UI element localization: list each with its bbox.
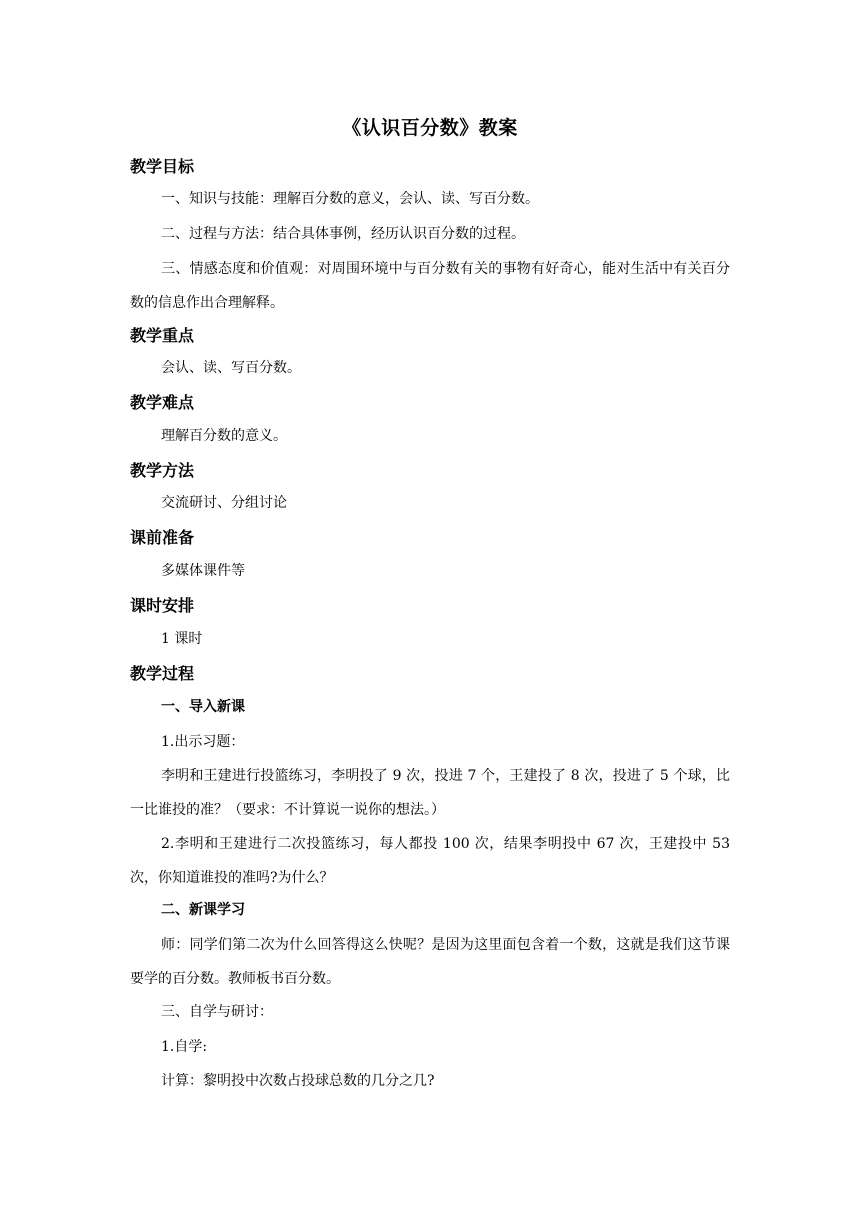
process-part-1-item-1-text: 李明和王建进行投篮练习，李明投了 9 次，投进 7 个，王建投了 8 次，投进了 5 个球，比一比谁投的准？（要求：不计算说一说你的想法。）	[130, 768, 730, 818]
process-part-3-heading: 三、自学与研讨：	[161, 1004, 273, 1020]
preparation-text: 多媒体课件等	[161, 563, 245, 579]
process-part-1-heading: 一、导入新课	[161, 699, 245, 715]
process-part-1-item-2: 2.李明和王建进行二次投篮练习，每人都投 100 次，结果李明投中 67 次，王建投中 53 次，你知道谁投的准吗?为什么？	[130, 836, 730, 886]
process-part-1-item-1: 1.出示习题：	[161, 734, 245, 750]
methods-text: 交流研讨、分组讨论	[161, 495, 287, 511]
schedule-text: 1 课时	[161, 631, 203, 647]
process-part-3-item-1: 1.自学:	[161, 1039, 208, 1055]
difficulties-text: 理解百分数的意义。	[161, 428, 287, 444]
process-part-2-text: 师：同学们第二次为什么回答得这么快呢？是因为这里面包含着一个数，这就是我们这节课要学的百分数。教师板书百分数。	[130, 937, 730, 987]
document-title: 《认识百分数》教案	[342, 117, 518, 139]
heading-objectives: 教学目标	[130, 157, 195, 176]
objective-item-3: 三、情感态度和价值观：对周围环境中与百分数有关的事物有好奇心，能对生活中有关百分数的信息作出合理解释。	[130, 261, 730, 311]
objective-item-2: 二、过程与方法：结合具体事例，经历认识百分数的过程。	[161, 226, 525, 242]
heading-key-points: 教学重点	[130, 326, 195, 345]
heading-preparation: 课前准备	[130, 528, 195, 547]
process-part-3-item-1-text: 计算：黎明投中次数占投球总数的几分之几?	[161, 1073, 435, 1089]
heading-process: 教学过程	[130, 664, 195, 683]
heading-methods: 教学方法	[130, 461, 195, 480]
key-points-text: 会认、读、写百分数。	[161, 360, 301, 376]
heading-difficulties: 教学难点	[130, 393, 195, 412]
objective-item-1: 一、知识与技能：理解百分数的意义，会认、读、写百分数。	[161, 191, 539, 207]
process-part-2-heading: 二、新课学习	[161, 902, 245, 918]
heading-schedule: 课时安排	[130, 596, 195, 615]
